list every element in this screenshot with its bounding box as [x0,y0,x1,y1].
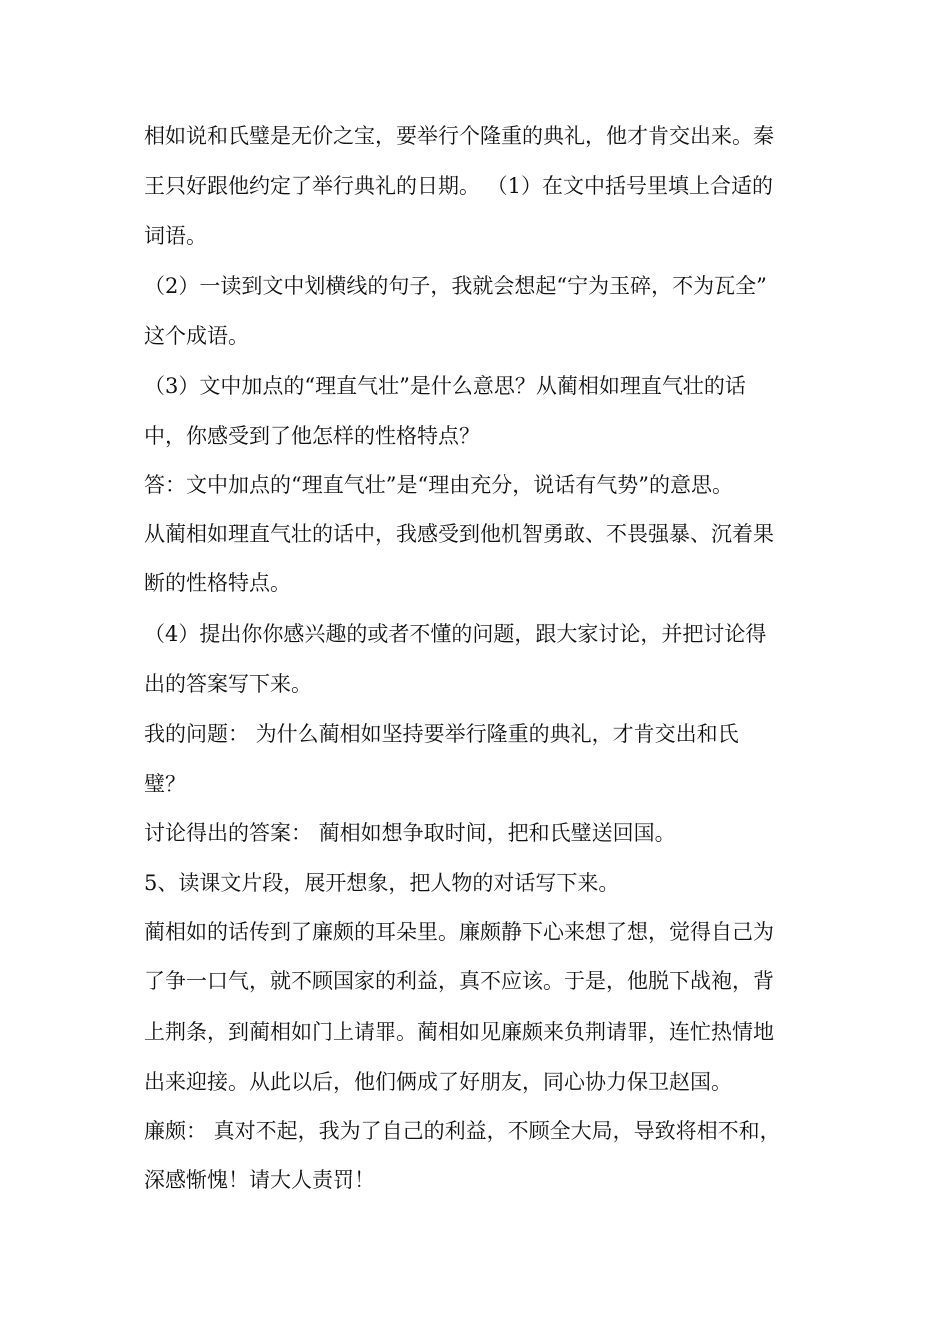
text-line: 王只好跟他约定了举行典礼的日期。 （1）在文中括号里填上合适的 [144,174,774,198]
text-line: 上荆条，到蔺相如门上请罪。蔺相如见廉颇来负荆请罪，连忙热情地 [144,1020,774,1044]
text-line: 中，你感受到了他怎样的性格特点？ [144,424,480,448]
text-line: 廉颇： 真对不起，我为了自己的利益，不顾全大局，导致将相不和， [144,1119,781,1143]
text-line: 这个成语。 [144,324,249,348]
text-line: 词语。 [144,224,207,248]
text-line: 蔺相如的话传到了廉颇的耳朵里。廉颇静下心来想了想，觉得自己为 [144,920,774,944]
text-line: （3）文中加点的“理直气壮”是什么意思？从蔺相如理直气壮的话 [144,374,746,398]
text-line: （2）一读到文中划横线的句子，我就会想起“宁为玉碎，不为瓦全” [144,274,767,298]
text-line: 我的问题： 为什么蔺相如坚持要举行隆重的典礼，才肯交出和氏 [144,722,739,746]
text-line: 答：文中加点的“理直气壮”是“理由充分，说话有气势”的意思。 [144,473,733,497]
text-line: 讨论得出的答案： 蔺相如想争取时间，把和氏璧送回国。 [144,821,676,845]
text-line: 出来迎接。从此以后，他们俩成了好朋友，同心协力保卫赵国。 [144,1070,732,1094]
text-line: 深感惭愧！请大人责罚！ [144,1168,375,1192]
text-line: 断的性格特点。 [144,571,291,595]
text-line: 5、读课文片段，展开想象，把人物的对话写下来。 [144,871,620,895]
text-line: 了争一口气，就不顾国家的利益，真不应该。于是，他脱下战袍，背 [144,969,774,993]
text-line: 璧？ [144,772,186,796]
text-line: 相如说和氏璧是无价之宝，要举行个隆重的典礼，他才肯交出来。秦 [144,124,774,148]
text-line: 从蔺相如理直气壮的话中，我感受到他机智勇敢、不畏强暴、沉着果 [144,522,774,546]
text-line: （4）提出你你感兴趣的或者不懂的问题，跟大家讨论，并把讨论得 [144,622,767,646]
text-line: 出的答案写下来。 [144,672,312,696]
